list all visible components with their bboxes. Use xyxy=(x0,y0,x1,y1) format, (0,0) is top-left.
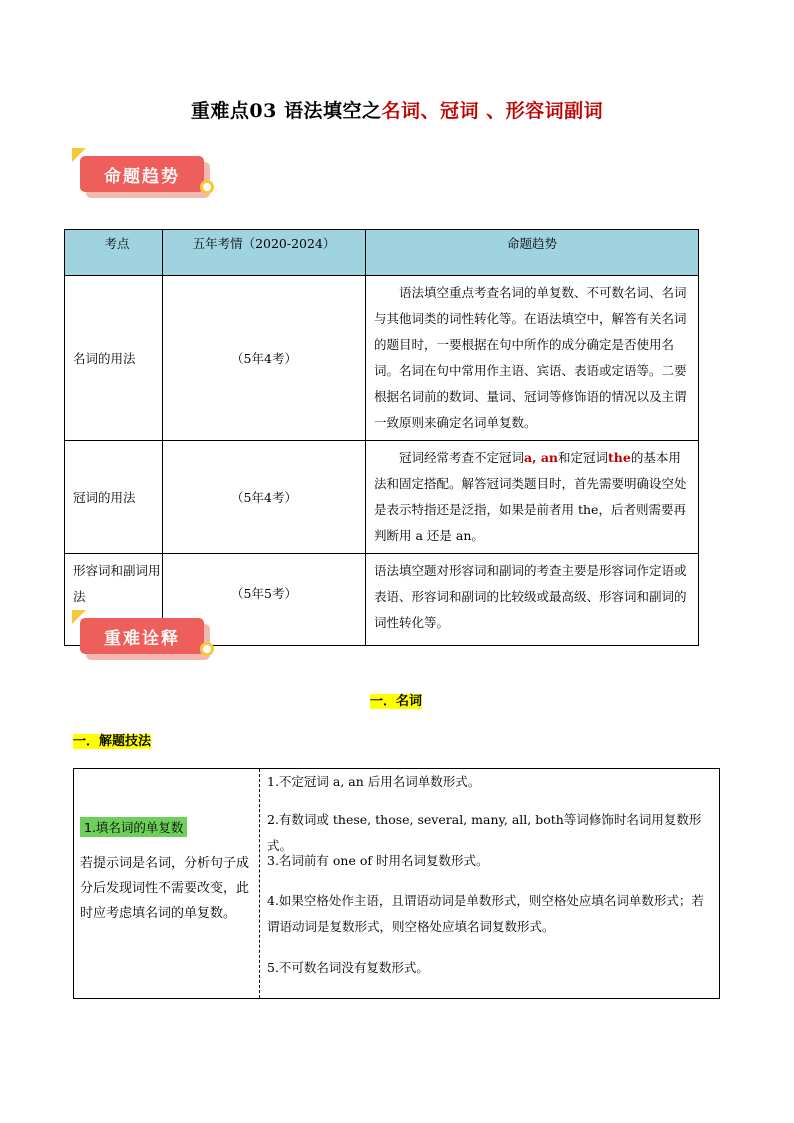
row-desc: 语法填空题对形容词和副词的考查主要是形容词作定语或表语、形容词和副词的比较级或最高级、形容词和副词的词性转化等。 xyxy=(366,554,699,646)
row-desc: 冠词经常考查不定冠词a, an和定冠词the的基本用法和固定搭配。解答冠词类题目时，首先需要明确设空处是表示特指还是泛指，如果是前者用 the，后者则需要再判断用 a 还是 an。 xyxy=(366,441,699,554)
corner-triangle-icon xyxy=(72,148,86,162)
trend-table xyxy=(64,229,699,646)
section-heading-noun: 一．名词 xyxy=(370,694,423,709)
title-highlight: 名词、冠词 、形容词副词 xyxy=(381,100,604,122)
header-count: 五年考情（2020-2024） xyxy=(163,230,366,276)
list-item: 2.有数词或 these, those, several, many, all, both等词修饰时名词用复数形式。 xyxy=(267,812,702,853)
header-topic: 考点 xyxy=(65,230,163,276)
explain-badge-label: 重难诠释 xyxy=(80,618,204,654)
row-count: （5年4考） xyxy=(163,441,366,554)
explain-badge xyxy=(80,618,212,658)
row-topic: 名词的用法 xyxy=(65,276,163,441)
list-item: 4.如果空格处作主语，且谓语动词是单数形式，则空格处应填名词单数形式；若谓语动词是复数形式，则空格处应填名词复数形式。 xyxy=(267,893,704,934)
row-count: （5年4考） xyxy=(163,276,366,441)
title-prefix: 重难点03 语法填空之 xyxy=(190,100,382,122)
row-topic: 冠词的用法 xyxy=(65,441,163,554)
page-title xyxy=(0,96,794,123)
table-row xyxy=(65,276,699,441)
header-trend: 命题趋势 xyxy=(366,230,699,276)
row-count: （5年5考） xyxy=(163,554,366,646)
row-desc: 语法填空重点考查名词的单复数、不可数名词、名词与其他词类的词性转化等。在语法填空中，解答有关名词的题目时，一要根据在句中所作的成分确定是否使用名词。名词在句中常用作主语、宾语、表语或定语等。二要根据名词前的数词、量词、冠词等修饰语的情况以及主谓一致原则来确定名词单复数。 xyxy=(366,276,699,441)
section-heading-tips: 一．解题技法 xyxy=(73,734,152,749)
ring-icon xyxy=(200,642,214,656)
corner-triangle-icon xyxy=(72,610,86,624)
table-header-row xyxy=(65,230,699,276)
ring-icon xyxy=(200,180,214,194)
list-item: 3.名词前有 one of 时用名词复数形式。 xyxy=(267,853,489,868)
trend-badge-label: 命题趋势 xyxy=(80,156,204,192)
list-item: 1.不定冠词 a, an 后用名词单数形式。 xyxy=(267,774,481,789)
tips-tag: 1.填名词的单复数 xyxy=(80,817,187,837)
tips-note: 若提示词是名词，分析句子成分后发现词性不需要改变，此时应考虑填名词的单复数。 xyxy=(80,856,250,921)
table-row xyxy=(65,441,699,554)
list-item: 5.不可数名词没有复数形式。 xyxy=(267,960,429,975)
tips-left-cell xyxy=(74,769,260,998)
row-topic: 形容词和副词用法 xyxy=(65,554,163,646)
tips-box xyxy=(73,768,720,999)
trend-badge xyxy=(80,156,212,196)
